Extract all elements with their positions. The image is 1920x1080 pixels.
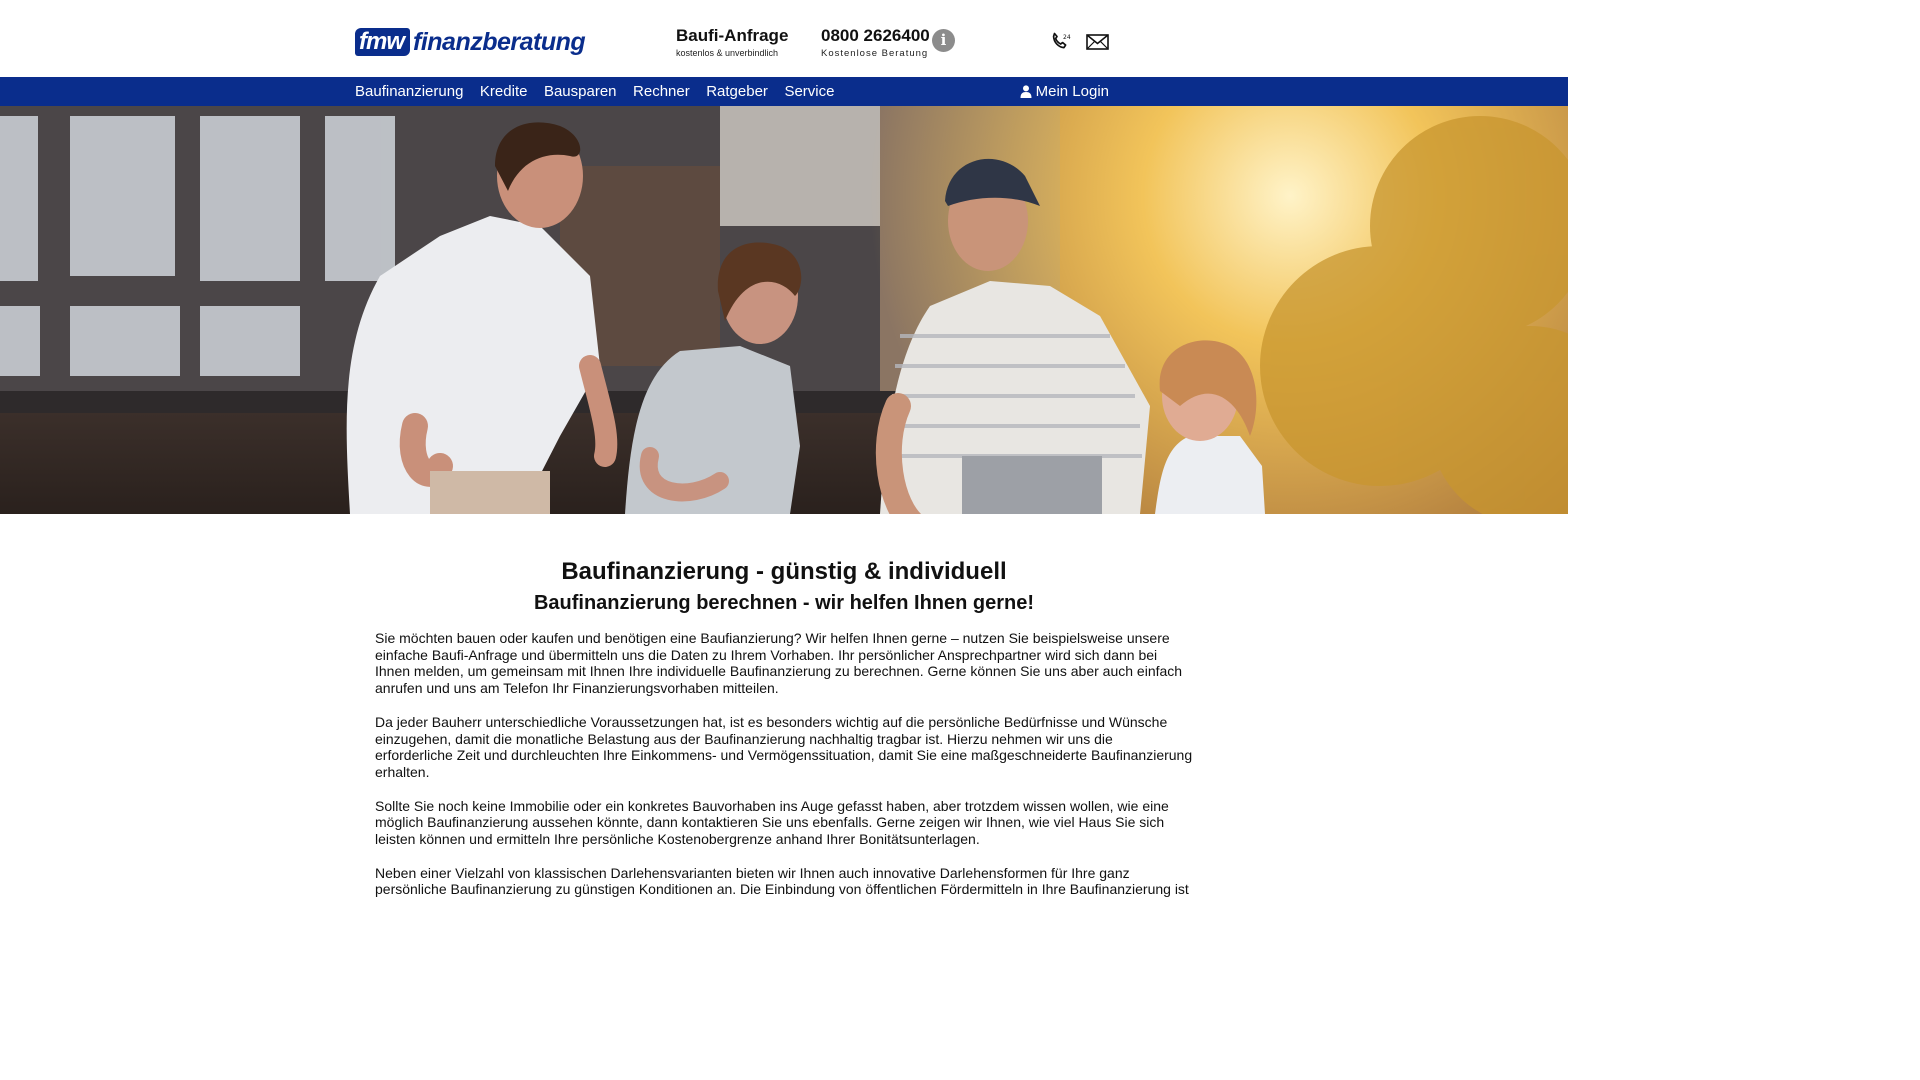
hotline-number: 0800 2626400 [821, 26, 930, 45]
nav-item-rechner[interactable]: Rechner [633, 83, 690, 100]
main-content [375, 514, 1193, 898]
site-logo[interactable] [355, 26, 585, 57]
nav-item-bausparen[interactable]: Bausparen [543, 83, 617, 100]
nav-item-service[interactable]: Service [784, 83, 835, 100]
baufi-anfrage-link[interactable] [676, 27, 788, 58]
needs-paragraph: Da jeder Bauherr unterschiedliche Voraussetzungen hat, ist es besonders wichtig auf die persönliche Bedürfnisse und Wünsche einzugehen, damit die monatliche Belastung aus der Baufinanzierung nachhaltig tragbar ist. Hierzu nehmen wir uns die erforderliche Zeit und durchleuchten Ihre Einkommens- und Vermögenssituation, damit Sie eine maßgeschneiderte Baufinanzierung erhalten. [375, 713, 1193, 780]
budget-paragraph: Sollte Sie noch keine Immobilie oder ein konkretes Bauvorhaben ins Auge gefasst haben, aber trotzdem wissen wollen, wie eine möglich Baufinanzierung aussehen könnte, dann kontaktieren Sie uns ebenfalls. Gerne zeigen wir Ihnen, wie viel Haus Sie sich leisten können und ermitteln Ihre persönliche Kostenobergrenze anhand Ihrer Bonitätsunterlagen. [375, 797, 1169, 848]
loan-types-paragraph: Neben einer Vielzahl von klassischen Darlehensvarianten bieten wir Ihnen auch innovative Darlehensformen für Ihre ganz persönliche Baufinanzierung zu günstigen Konditionen an. Die Einbindung von öffentlichen Fördermitteln in Ihre Baufinanzierung ist [375, 864, 1189, 898]
page-subtitle: Baufinanzierung berechnen - wir helfen Ihnen gerne! [533, 592, 1035, 614]
logo-wordmark: finanzberatung [413, 27, 586, 56]
user-icon [1020, 85, 1032, 98]
phone-icon[interactable] [1048, 30, 1074, 54]
login-label: Mein Login [1035, 83, 1109, 100]
nav-menu [355, 77, 851, 106]
site-header [0, 0, 1568, 77]
hero-image [0, 106, 1568, 514]
baufi-anfrage-title: Baufi-Anfrage [676, 26, 789, 45]
mail-icon[interactable] [1085, 30, 1111, 54]
intro-paragraph: Sie möchten bauen oder kaufen und benötigen eine Baufianzierung? Wir helfen Ihnen gerne – nutzen Sie beispielsweise unsere einfache Baufi-Anfrage und übermitteln uns die Daten zu Ihrem Vorhaben. Ihr persönlicher Ansprechpartner wird sich dann bei Ihnen melden, um gemeinsam mit Ihnen Ihre individuelle Baufinanzierung zu berechnen. Gerne können Sie uns aber auch einfach anrufen und uns am Telefon Ihr Finanzierungsvorhaben mitteilen. [375, 630, 1183, 697]
hotline-subtitle: Kostenlose Beratung [821, 48, 929, 59]
nav-item-ratgeber[interactable]: Ratgeber [706, 83, 768, 100]
baufi-anfrage-subtitle: kostenlos & unverbindlich [676, 48, 779, 58]
hotline-link[interactable] [821, 27, 930, 59]
info-icon[interactable]: i [932, 29, 955, 52]
page-title: Baufinanzierung - günstig & individuell [561, 558, 1007, 585]
svg-text:24: 24 [1063, 34, 1071, 41]
logo-mark: fmw [355, 28, 410, 56]
main-nav [0, 77, 1568, 106]
nav-item-baufinanzierung[interactable]: Baufinanzierung [355, 83, 464, 100]
nav-item-kredite[interactable]: Kredite [479, 83, 528, 100]
login-link[interactable] [1020, 77, 1109, 106]
